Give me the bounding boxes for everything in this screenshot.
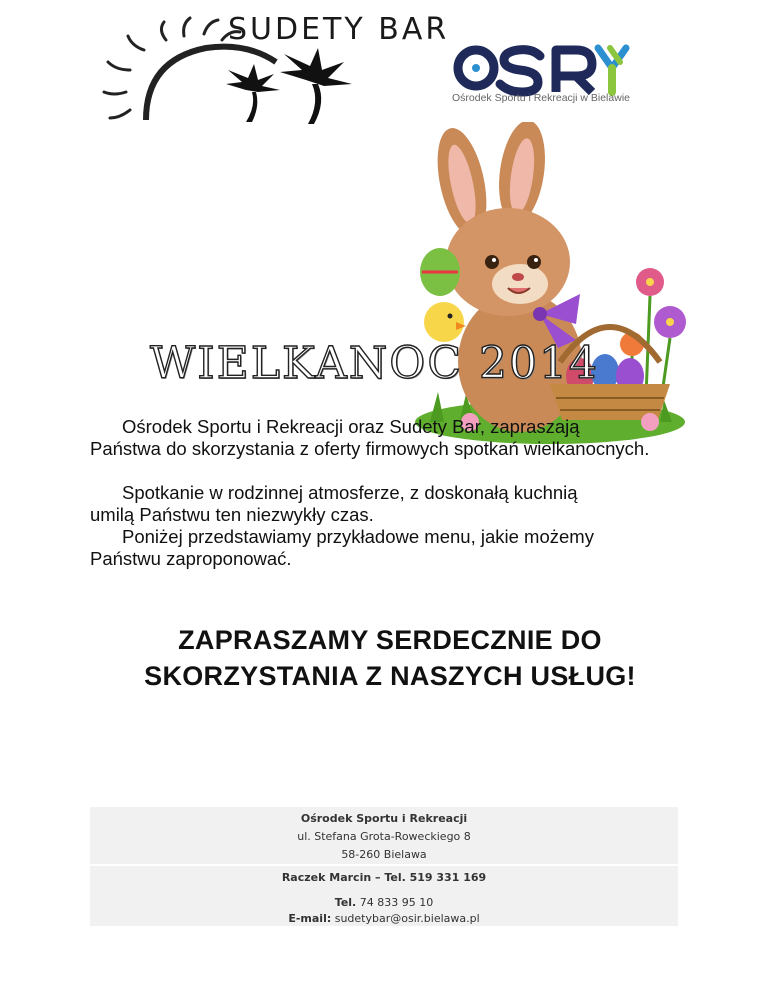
contact-street: ul. Stefana Grota-Roweckiego 8 xyxy=(297,830,471,843)
contact-org-name: Ośrodek Sportu i Rekreacji xyxy=(300,812,468,825)
invitation-line-2: SKORZYSTANIA Z NASZYCH USŁUG! xyxy=(144,661,636,691)
osir-caption: Ośrodek Sportu i Rekreacji w Bielawie xyxy=(452,92,630,104)
menu-paragraph xyxy=(90,526,690,570)
easter-bunny-illustration xyxy=(400,122,700,462)
paragraph-line: Poniżej przedstawiamy przykładowe menu, jakie możemy xyxy=(122,526,594,547)
paragraph-line: Spotkanie w rodzinnej atmosferze, z doskonałą kuchnią xyxy=(122,482,578,503)
paragraph-line: Ośrodek Sportu i Rekreacji oraz Sudety Bar, zapraszają xyxy=(122,416,580,437)
invitation-heading xyxy=(60,622,720,694)
sudety-bar-wordmark: SUDETY BAR xyxy=(228,12,450,47)
paragraph-text: Państwa do skorzystania z oferty firmowych spotkań wielkanocnych. xyxy=(90,438,650,459)
contact-city: 58-260 Bielawa xyxy=(341,848,427,861)
paragraph-text: Państwu zaproponować. xyxy=(90,548,292,569)
email-label: E-mail: xyxy=(288,912,332,925)
atmosphere-paragraph xyxy=(90,482,690,526)
contact-email xyxy=(90,912,678,925)
contact-person: Raczek Marcin – Tel. 519 331 169 xyxy=(281,871,487,884)
phone-label: Tel. xyxy=(334,896,357,909)
paragraph-text: umilą Państwu ten niezwykły czas. xyxy=(90,504,374,525)
page-title: WIELKANOC 2014 xyxy=(150,338,600,389)
contact-phone xyxy=(90,896,678,909)
phone-value: 74 833 95 10 xyxy=(359,896,434,909)
email-link[interactable]: sudetybar@osir.bielawa.pl xyxy=(334,912,480,925)
invitation-line-1: ZAPRASZAMY SERDECZNIE DO xyxy=(178,625,602,655)
intro-paragraph xyxy=(90,416,690,460)
